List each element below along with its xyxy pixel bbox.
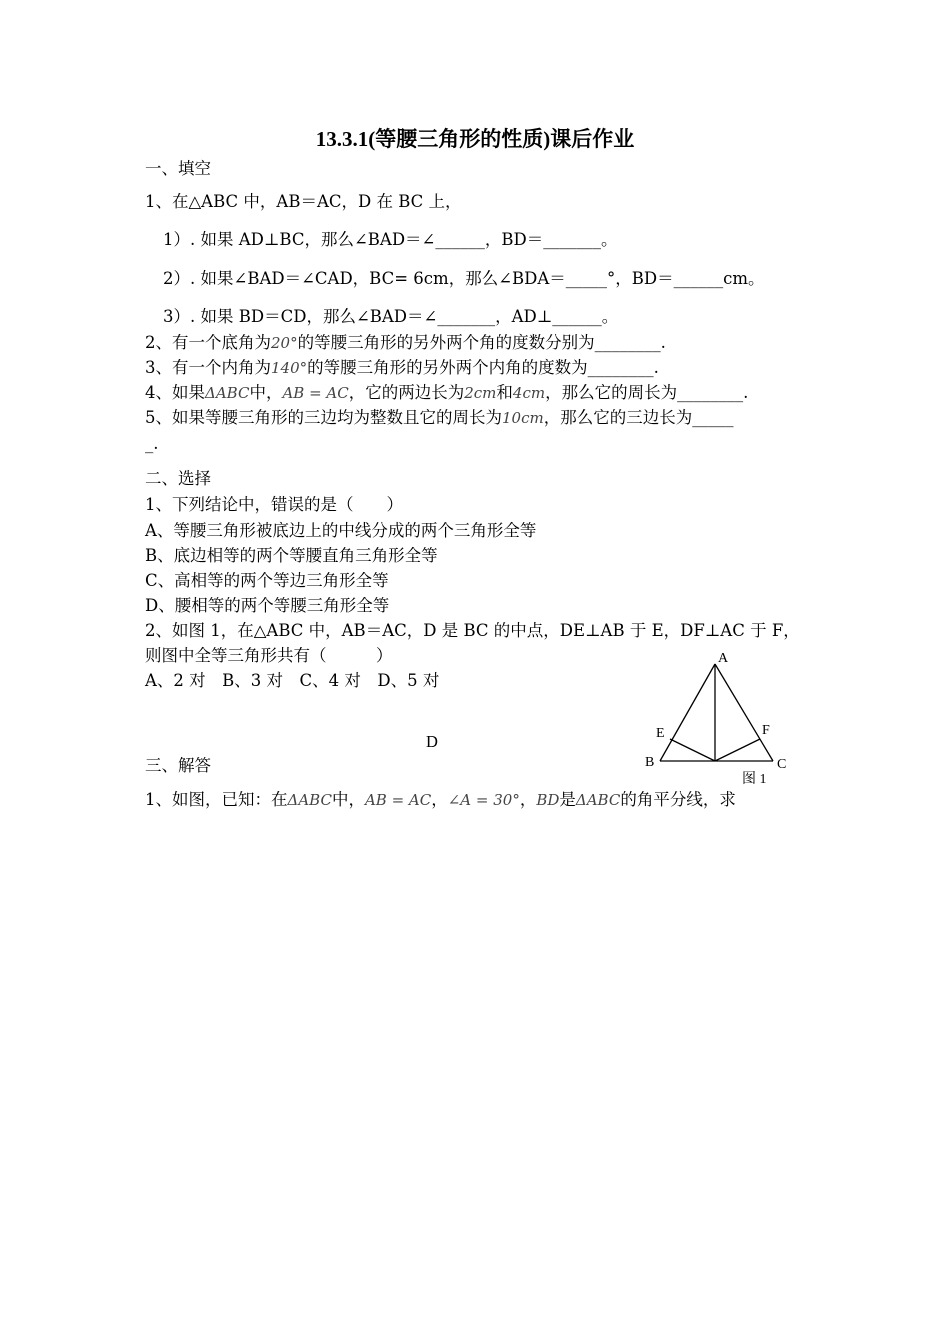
fill-q2-post: 的等腰三角形的另外两个角的度数分别为________. [297, 333, 666, 352]
fill-q4-text2: 中， [249, 383, 283, 402]
fill-q4-math2: AB = AC [282, 384, 349, 402]
answer-q1-math4: BD [536, 791, 560, 809]
side-ab [660, 664, 715, 761]
label-f: F [762, 723, 770, 738]
perpendicular-de [670, 739, 715, 761]
fill-q1-stem: 1、在△ABC 中，AB＝AC，D 在 BC 上， [145, 192, 462, 211]
fill-q5-text2: ，那么它的三边长为_____ [543, 408, 734, 427]
label-a: A [718, 651, 729, 666]
answer-q1-text4: ， [519, 790, 537, 809]
fill-q4-math3: 2cm [464, 384, 497, 402]
answer-q1-text2: 中， [331, 790, 365, 809]
fill-q5 [145, 407, 733, 429]
choice-q1-option-c: C、高相等的两个等边三角形全等 [145, 571, 389, 590]
section2-heading: 二、选择 [145, 469, 211, 488]
fill-q1-part1: 1）. 如果 AD⊥BC，那么∠BAD＝∠______，BD＝_______。 [163, 230, 618, 249]
figure-caption: 图 1 [742, 772, 767, 787]
fill-q5-tail: _. [145, 434, 159, 453]
fill-q3-post: 的等腰三角形的另外两个内角的度数为________. [307, 358, 659, 377]
choice-q1-option-d: D、腰相等的两个等腰三角形全等 [145, 596, 390, 615]
page-title: 13.3.1(等腰三角形的性质)课后作业 [315, 127, 635, 151]
section1-heading: 一、填空 [145, 159, 211, 178]
fill-q3-pre: 3、有一个内角为 [145, 358, 271, 377]
fill-q3 [145, 357, 659, 379]
fill-q5-math1: 10cm [502, 409, 544, 427]
choice-q2-options: A、2 对 B、3 对 C、4 对 D、5 对 [145, 671, 440, 690]
perpendicular-df [715, 739, 760, 761]
fill-q4-text1: 4、如果 [145, 383, 205, 402]
choice-q1-stem: 1、下列结论中，错误的是（ ） [145, 495, 403, 514]
choice-q1-option-b: B、底边相等的两个等腰直角三角形全等 [145, 546, 438, 565]
choice-q2-line2: 则图中全等三角形共有（ ） [145, 646, 393, 665]
answer-q1-text5: 是 [559, 790, 576, 809]
section3-heading: 三、解答 [145, 756, 211, 775]
answer-q1-math5: ΔABC [575, 791, 621, 809]
fill-q4-text5: ，那么它的周长为________. [545, 383, 749, 402]
fill-q4-math4: 4cm [512, 384, 546, 402]
answer-q1-math1: ΔABC [287, 791, 332, 809]
triangle-figure [630, 640, 810, 790]
fill-q2-math: 20° [271, 334, 298, 352]
choice-q2-line1: 2、如图 1，在△ABC 中，AB＝AC，D 是 BC 的中点，DE⊥AB 于 E，DF⊥AC 于 F， [145, 621, 800, 640]
fill-q4-text3: ，它的两边长为 [348, 383, 465, 402]
answer-q1-math2: AB = AC [364, 791, 432, 809]
fill-q1-part3: 3）. 如果 BD＝CD，那么∠BAD＝∠_______，AD⊥______。 [163, 307, 619, 326]
answer-q1-text3: ， [431, 790, 448, 809]
fill-q3-math: 140° [271, 359, 308, 377]
fill-q2-pre: 2、有一个底角为 [145, 333, 271, 352]
label-d: D [426, 732, 438, 751]
fill-q5-text1: 5、如果等腰三角形的三边均为整数且它的周长为 [145, 408, 502, 427]
fill-q4-text4: 和 [496, 383, 513, 402]
fill-q4 [145, 382, 748, 404]
fill-q2 [145, 332, 666, 354]
fill-q1-part2: 2）. 如果∠BAD＝∠CAD，BC= 6cm，那么∠BDA＝_____°，BD＝______cm。 [163, 269, 765, 288]
choice-q1-option-a: A、等腰三角形被底边上的中线分成的两个三角形全等 [145, 521, 537, 540]
answer-q1-text6: 的角平分线，求 [620, 790, 736, 809]
fill-q4-math1: ΔABC [205, 384, 250, 402]
answer-q1-text1: 1、如图，已知：在 [145, 790, 288, 809]
label-b: B [645, 755, 655, 770]
label-c: C [777, 757, 787, 772]
label-e: E [656, 726, 665, 741]
answer-q1 [145, 789, 736, 811]
answer-q1-math3: ∠A = 30° [447, 791, 520, 809]
